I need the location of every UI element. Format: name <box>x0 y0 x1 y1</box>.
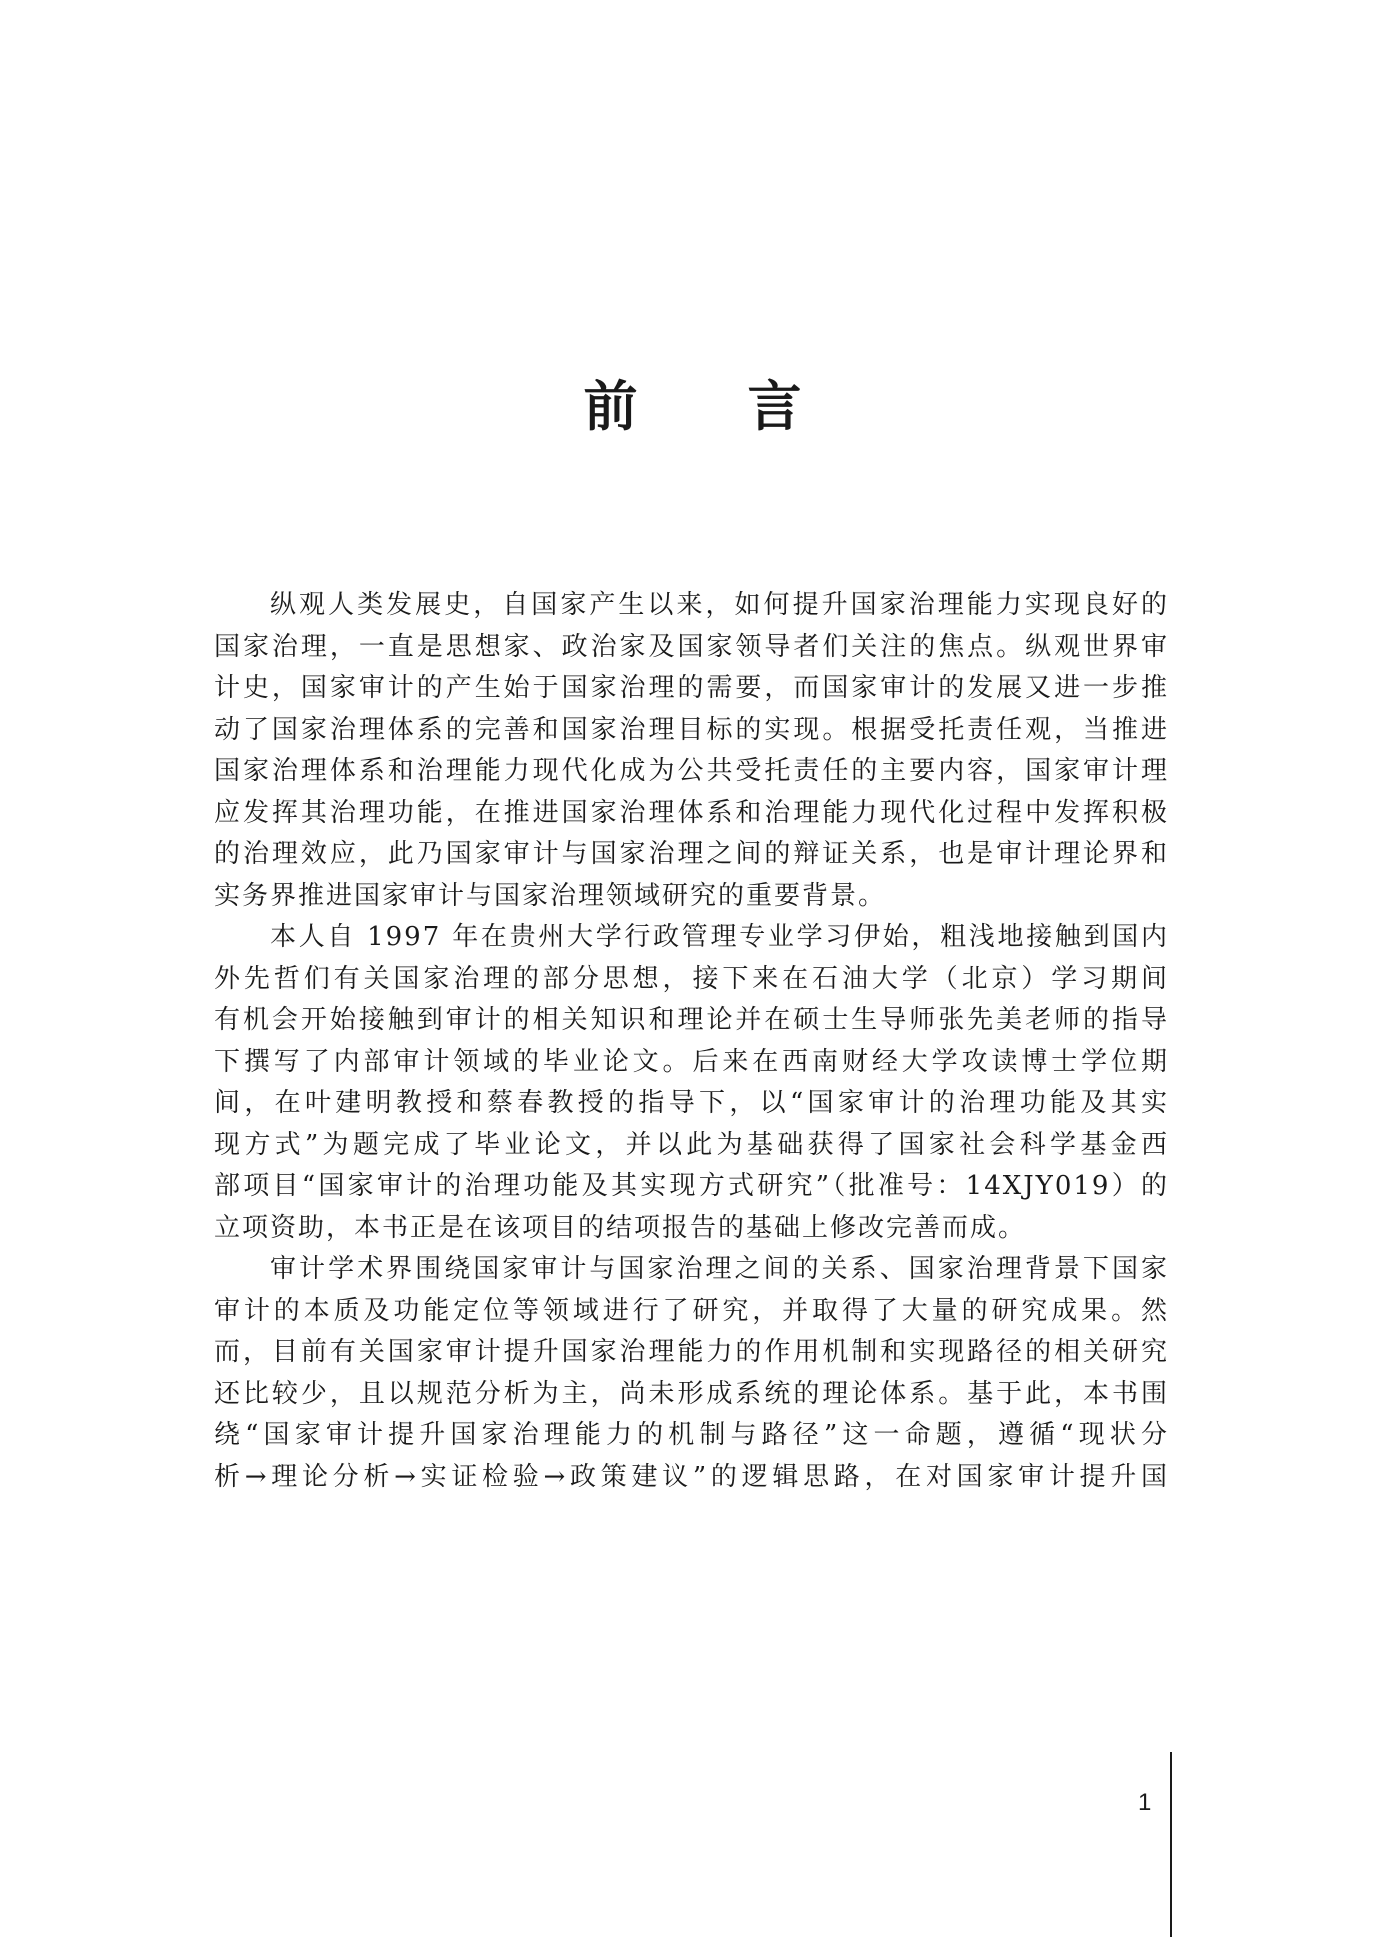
text-line: 还比较少，且以规范分析为主，尚未形成系统的理论体系。基于此，本书围 <box>214 1378 1169 1409</box>
text-line: 动了国家治理体系的完善和国家治理目标的实现。根据受托责任观，当推进 <box>214 714 1169 745</box>
text-line: 应发挥其治理功能，在推进国家治理体系和治理能力现代化过程中发挥积极 <box>214 797 1169 828</box>
paragraph <box>214 585 1169 917</box>
text-line: 审计的本质及功能定位等领域进行了研究，并取得了大量的研究成果。然 <box>214 1295 1169 1326</box>
page-title: 前言 <box>583 375 912 438</box>
text-line: 外先哲们有关国家治理的部分思想，接下来在石油大学（北京）学习期间 <box>214 963 1169 994</box>
paragraph <box>214 917 1169 1249</box>
text-line: 现方式”为题完成了毕业论文，并以此为基础获得了国家社会科学基金西 <box>214 1129 1169 1160</box>
text-line: 间，在叶建明教授和蔡春教授的指导下，以“国家审计的治理功能及其实 <box>214 1088 1169 1118</box>
text-line: 立项资助，本书正是在该项目的结项报告的基础上修改完善而成。 <box>214 1212 1027 1243</box>
text-line: 本人自 1997 年在贵州大学行政管理专业学习伊始，粗浅地接触到国内 <box>270 922 1169 952</box>
text-line: 审计学术界围绕国家审计与国家治理之间的关系、国家治理背景下国家 <box>270 1254 1169 1284</box>
text-line: 绕“国家审计提升国家治理能力的机制与路径”这一命题，遵循“现状分 <box>214 1420 1169 1450</box>
text-line: 国家治理体系和治理能力现代化成为公共受托责任的主要内容，国家审计理 <box>214 756 1169 786</box>
text-line: 析→理论分析→实证检验→政策建议”的逻辑思路，在对国家审计提升国 <box>214 1461 1169 1492</box>
paragraph <box>214 1249 1169 1498</box>
margin-rule <box>1170 1752 1172 1937</box>
text-line: 而，目前有关国家审计提升国家治理能力的作用机制和实现路径的相关研究 <box>214 1337 1169 1367</box>
text-line: 国家治理，一直是思想家、政治家及国家领导者们关注的焦点。纵观世界审 <box>214 631 1169 662</box>
text-line: 计史，国家审计的产生始于国家治理的需要，而国家审计的发展又进一步推 <box>214 673 1169 703</box>
text-line: 有机会开始接触到审计的相关知识和理论并在硕士生导师张先美老师的指导 <box>214 1005 1169 1035</box>
text-line: 纵观人类发展史，自国家产生以来，如何提升国家治理能力实现良好的 <box>270 590 1169 620</box>
body-text <box>214 585 1169 1498</box>
page-number: 1 <box>1138 1789 1152 1816</box>
text-line: 实务界推进国家审计与国家治理领域研究的重要背景。 <box>214 880 887 911</box>
text-line: 的治理效应，此乃国家审计与国家治理之间的辩证关系，也是审计理论界和 <box>214 839 1169 869</box>
text-line: 部项目“国家审计的治理功能及其实现方式研究”（批准号：14XJY019）的 <box>214 1171 1169 1201</box>
text-line: 下撰写了内部审计领域的毕业论文。后来在西南财经大学攻读博士学位期 <box>214 1046 1169 1077</box>
